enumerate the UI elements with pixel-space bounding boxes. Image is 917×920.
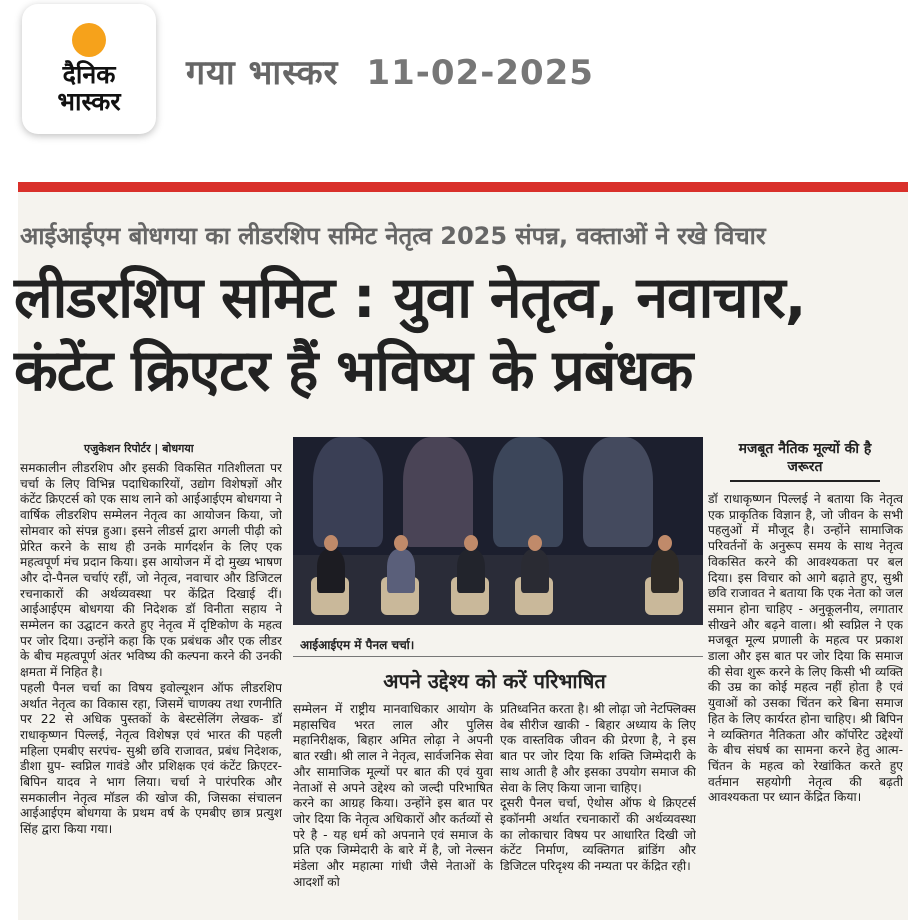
stage-floor [293, 555, 703, 625]
panel-discussion-photo [293, 437, 703, 625]
article-kicker: आईआईएम बोधगया का लीडरशिप समिट नेतृत्व 2025 संपन्न, वक्ताओं ने रखे विचार [20, 222, 766, 250]
article-headline [14, 262, 904, 408]
article-byline: एजुकेशन रिपोर्टर | बोधगया [84, 442, 194, 455]
edition-name: गया भास्कर [186, 53, 339, 93]
sun-icon [72, 23, 106, 57]
article-column-3 [500, 702, 696, 916]
paragraph: डॉ राधाकृष्णन पिल्लई ने बताया कि नेतृत्व एक प्राकृतिक विज्ञान है, जो जीवन के सभी पहलुओं में मौजूद है। उन्होंने सामाजिक परिवर्तनों के अनुरूप समय के साथ नेतृत्व विकसित करने की आवश्यकता पर बल दिया। इस विचार को आगे बढ़ाते हुए, सुश्री छवि राजावत ने बताया कि एक नेता को जल समान होना चाहिए - अनुकूलनीय, लगातार सीखने और बढ़ने वाला। श्री स्वप्निल ने एक मजबूत मूल्य प्रणाली के महत्व पर प्रकाश डाला और इस बात पर जोर दिया कि समाज की सेवा शुरू करने के लिए किसी भी व्यक्ति की उम्र का कोई महत्व नहीं होता है एवं युवाओं को उसका चिंतन करे बिना समाज हित के लिए कार्यरत होना चाहिए। श्री बिपिन ने व्यक्तिगत नैतिकता और कॉर्पोरेट उद्देश्यों के बीच संघर्ष का सामना करने हेतु आत्म-चिंतन के महत्व को रेखांकित करते हुए वर्तमान सहयोगी नेतृत्व की बढ़ती आवश्यकता पर ध्यान केंद्रित किया। [708, 492, 903, 805]
paragraph: पहली पैनल चर्चा का विषय इवोल्यूशन ऑफ लीडरशिप अर्थात नेतृत्व का विकास रहा, जिसमें चाणक्य तथा रणनीति पर 22 से अधिक पुस्तकों के बेस्टसेलिंग लेखक- डॉ राधाकृष्णन पिल्लई, नेतृत्व विशेषज्ञ एवं भारत की पहली महिला एमबीए सरपंच- सुश्री छवि राजावत, प्रबंध निदेशक, डीशा ग्रुप- स्वप्निल गावंडे और प्रशिक्षक एवं कंटेंट क्रिएटर- बिपिन यादव ने भाग लिया। चर्चा ने पारंपरिक और समकालीन नेतृत्व मॉडल की खोज की, जिसका संचालन आईआईएम बोधगया के प्रथम वर्ष के एमबीए छात्र प्रत्युश सिंह द्वारा किया गया। [20, 680, 282, 837]
panelist-head [394, 535, 408, 551]
edition-header [186, 48, 594, 94]
paragraph: प्रतिध्वनित करता है। श्री लोढ़ा जो नेटफ्लिक्स वेब सीरीज खाकी - बिहार अध्याय के लिए एक वास्तविक जीवन की प्रेरणा है, ने इस बात पर जोर दिया कि शक्ति जिम्मेदारी के साथ आती है और इसका उपयोग समाज की सेवा के लिए किया जाना चाहिए। [500, 702, 696, 795]
panelist [521, 549, 549, 593]
banner-portrait [403, 437, 473, 547]
article-column-4 [708, 492, 903, 916]
panelist [317, 549, 345, 593]
subheading-mid: अपने उद्देश्य को करें परिभाषित [383, 669, 606, 693]
article-column-2 [293, 702, 493, 916]
subheading-right [730, 440, 880, 482]
panelist [387, 549, 415, 593]
panelist-head [464, 535, 478, 551]
paragraph: समकालीन लीडरशिप और इसकी विकसित गतिशीलता पर चर्चा के लिए विभिन्न पदाधिकारियों, उद्योग विशेषज्ञों और कंटेंट क्रिएटर्स को एक साथ लाने को आईआईएम बोधगया ने वार्षिक लीडरशिप सम्मेलन नेतृत्व का आयोजन किया, जो सोमवार को संपन्न हुआ। इसने लीडर्स द्वारा अगली पीढ़ी को प्रेरित करने के साथ ही उनके मार्गदर्शन के लिए एक महत्वपूर्ण मंच प्रदान किया। इस आयोजन में दो मुख्य भाषण और दो-पैनल चर्चाएं रहीं, जो नेतृत्व, नवाचार और डिजिटल रचनाकारों की अर्थव्यवस्था पर केंद्रित दिखाई दीं। आईआईएम बोधगया की निदेशक डॉ विनीता सहाय ने सम्मेलन का उद्घाटन करते हुए नेतृत्व में दृष्टिकोण के महत्व पर जोर दिया। उन्होंने कहा कि एक प्रबंधक और एक लीडर के बीच महत्वपूर्ण अंतर भविष्य की कल्पना करने की उनकी क्षमता में निहित है। [20, 461, 282, 680]
panelist-head [528, 535, 542, 551]
red-divider [18, 182, 908, 192]
banner-portrait [493, 437, 563, 547]
banner-portrait [583, 437, 653, 547]
panelist-head [324, 535, 338, 551]
subheading-rule [730, 480, 880, 482]
dainik-bhaskar-logo [22, 4, 156, 134]
logo-line1: दैनिक [62, 60, 116, 89]
article-column-1 [20, 461, 282, 916]
panelist [651, 549, 679, 593]
paragraph: सम्मेलन में राष्ट्रीय मानवाधिकार आयोग के महासचिव भरत लाल और पुलिस महानिरीक्षक, बिहार अमित लोढ़ा ने अपनी बात रखी। श्री लाल ने नेतृत्व, सार्वजनिक सेवा और सामाजिक मूल्यों पर बात की एवं युवा नेताओं से अपने उद्देश्य को जल्दी परिभाषित करने का आग्रह किया। उन्होंने इस बात पर जोर दिया कि नेतृत्व अधिकारों और कर्तव्यों से परे है - यह धर्म को अपनाने एवं समाज के प्रति एक जिम्मेदारी के बारे में है, जो नेल्सन मंडेला और महात्मा गांधी जैसे नेताओं के आदर्शों को [293, 702, 493, 889]
paragraph: दूसरी पैनल चर्चा, ऐथोस ऑफ थे क्रिएटर्स इकॉनमी अर्थात रचनाकारों की अर्थव्यवस्था का लोकाचार विषय पर आधारित दिखी जो कंटेंट निर्माण, व्यक्तिगत ब्रांडिंग और डिजिटल परिदृश्य की नम्यता पर केंद्रित रही। [500, 796, 696, 874]
edition-date: 11-02-2025 [366, 53, 594, 93]
caption-rule [293, 656, 703, 657]
headline-line1: लीडरशिप समिट : युवा नेतृत्व, नवाचार, [14, 265, 806, 331]
subheading-right-text: मजबूत नैतिक मूल्यों की है जरूरत [738, 441, 872, 475]
panelist-head [658, 535, 672, 551]
photo-caption: आईआईएम में पैनल चर्चा। [300, 638, 415, 652]
logo-line2: भास्कर [57, 87, 121, 116]
headline-line2: कंटेंट क्रिएटर हैं भविष्य के प्रबंधक [14, 338, 693, 404]
panelist [457, 549, 485, 593]
banner-portrait [313, 437, 383, 547]
